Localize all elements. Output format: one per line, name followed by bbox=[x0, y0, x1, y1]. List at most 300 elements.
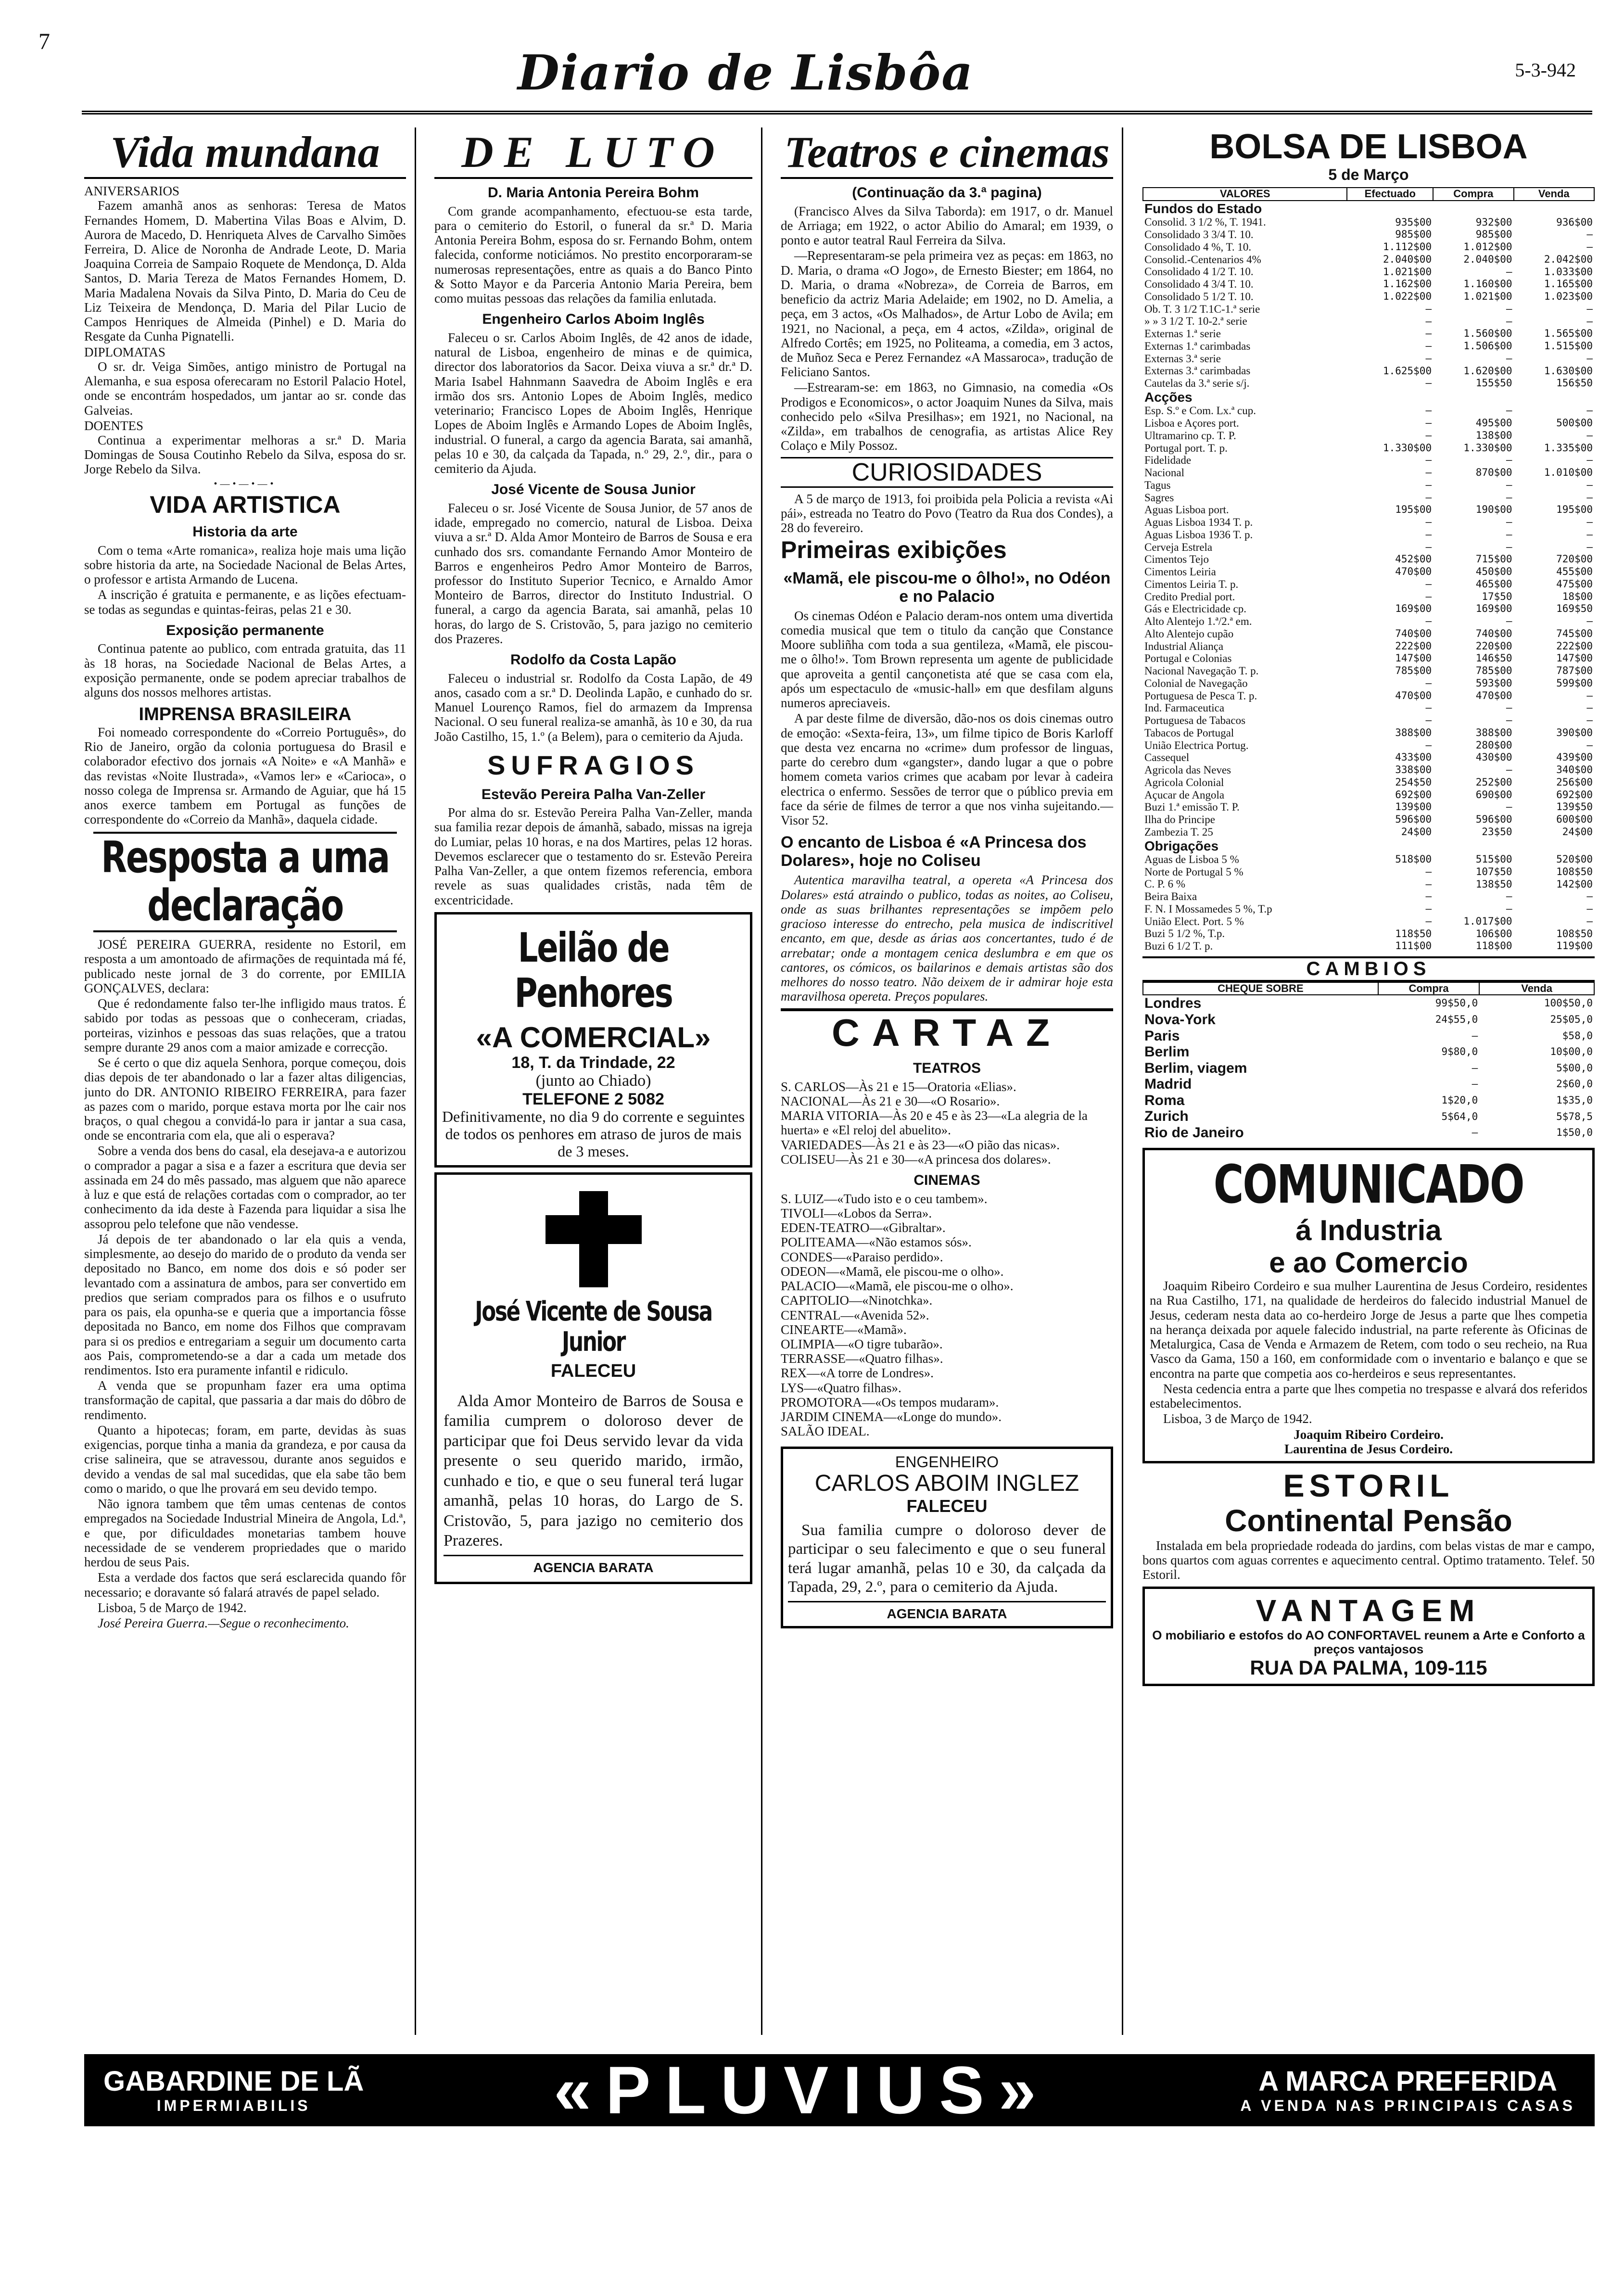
table-cell: — bbox=[1586, 491, 1593, 503]
table-row bbox=[1143, 553, 1594, 566]
subhead: ANIVERSARIOS bbox=[84, 184, 180, 199]
paragraph: Foi nomeado correspondente do «Correio Português», do Rio de Janeiro, orgão da colonia portuguesa do Brasil e colaborador efectivo dos jornais «A Noite» e «A Manhã» e das revistas «Noite Ilustrada», «Vamos ler» e «Carioca», o nosso colega de Imprensa sr. Armando de Aguiar, que há 15 anos exerce tambem em Portugal as funções de correspondente do «Correio da Manhã», daquela cidade. bbox=[84, 724, 406, 827]
table-row bbox=[1143, 603, 1594, 615]
table-cell: Portugal port. T. p. bbox=[1144, 442, 1228, 454]
listing-item: POLITEAMA—«Não estamos sós». bbox=[781, 1235, 972, 1250]
table-cell: 740$00 bbox=[1395, 627, 1432, 639]
table-row bbox=[1143, 454, 1594, 467]
table-cell: 118$00 bbox=[1475, 940, 1512, 952]
paragraph: —Estrearam-se: em 1863, no Gimnasio, na comedia «Os Prodigos e Economicos», o actor Joaquim Nunes da Silva, mais conhecido pelo «Silva Presilhas»; em 1921, no Nacional, na «Zilda», em trabalhos de cenografia, as artistas Alice Rey Colaço e Mily Possoz. bbox=[781, 380, 1113, 453]
table-cell: Consolid.-Centenarios 4% bbox=[1144, 253, 1261, 266]
table-row bbox=[1143, 1060, 1594, 1077]
table-cell: — bbox=[1425, 578, 1432, 590]
ad-text: O mobiliario e estofos do AO CONFORTAVEL reunem a Arte e Conforto a preços vantajosos bbox=[1152, 1628, 1585, 1657]
table-cell: — bbox=[1425, 677, 1432, 689]
table-row bbox=[1143, 940, 1594, 952]
cross-icon bbox=[579, 1191, 608, 1287]
table-cell: — bbox=[1586, 516, 1593, 528]
section-row bbox=[1143, 390, 1594, 405]
table-row bbox=[1143, 467, 1594, 479]
table-cell: 17$50 bbox=[1482, 590, 1512, 602]
divider bbox=[444, 1555, 743, 1556]
table-cell: — bbox=[1425, 417, 1432, 429]
table-cell: Alto Alentejo 1.ª/2.ª em. bbox=[1144, 615, 1252, 628]
table-cell: Nova-York bbox=[1144, 1011, 1216, 1028]
subhead: D. Maria Antonia Pereira Bohm bbox=[488, 185, 699, 201]
paragraph: Por alma do sr. Estevão Pereira Palha Van-Zeller, manda sua familia rezar depois de ámanhã, sabado, missas na igreja do Lumiar, pelas 10 horas, e na dos Martires, pelas 12 horas. Devemos esclarecer que o testamento do sr. Estevão Pereira Palha Van-Zeller, a que ontem fizemos referencia, embora revele as suas qualidades cristãs, nada têm de excentricidade. bbox=[434, 805, 752, 907]
table-cell: 388$00 bbox=[1475, 726, 1512, 738]
table-cell: — bbox=[1506, 903, 1512, 915]
table-cell: Agricola das Neves bbox=[1144, 764, 1231, 776]
table-cell: 220$00 bbox=[1475, 640, 1512, 652]
ad-phone: TELEFONE 2 5082 bbox=[522, 1090, 664, 1109]
banner-right-title: A MARCA PREFERIDA bbox=[1258, 2065, 1558, 2097]
table-cell: 470$00 bbox=[1475, 689, 1512, 701]
table-cell: — bbox=[1506, 315, 1512, 327]
table-cell: Consolidado 5 1/2 T. 10. bbox=[1144, 290, 1254, 303]
table-cell: — bbox=[1506, 352, 1512, 364]
listing-item: CAPITOLIO—«Ninotchka». bbox=[781, 1293, 933, 1308]
section-row bbox=[1143, 838, 1594, 853]
paragraph: Sobre a venda dos bens do casal, ela desejava-a e autorizou o comprador a pagar a sisa e a fazer a escritura que devia ser assinada em 24 do mês passado, mas alguem que não aparece à luz e que está de relações cortadas com o comprador, ao ter conhecimento da ida deste à Fazenda para liquidar a sisa lhe assoprou pelo telefone que não vendesse. bbox=[84, 1143, 406, 1231]
table-cell: Gás e Electricidade cp. bbox=[1144, 603, 1246, 615]
table-row bbox=[1143, 241, 1594, 254]
table-section-header: Acções bbox=[1144, 389, 1193, 405]
ad-title: ESTORIL bbox=[1283, 1468, 1454, 1504]
table-cell: 596$00 bbox=[1475, 813, 1512, 826]
table-cell: 1.330$00 bbox=[1463, 442, 1512, 454]
table-cell: 1.021$00 bbox=[1383, 266, 1432, 278]
stock-table bbox=[1142, 187, 1595, 952]
table-cell: — bbox=[1425, 340, 1432, 352]
table-cell: Consolidado 4 3/4 T. 10. bbox=[1144, 278, 1254, 291]
table-row bbox=[1143, 727, 1594, 739]
table-cell: 155$50 bbox=[1475, 377, 1512, 389]
table-cell: 24$00 bbox=[1562, 826, 1593, 838]
column-header: Compra bbox=[1433, 188, 1513, 201]
ad-leilao bbox=[434, 912, 752, 1168]
issue-date: 5-3-942 bbox=[1515, 59, 1576, 81]
table-cell: Buzi 5 1/2 %, T.p. bbox=[1144, 927, 1225, 940]
table-row bbox=[1143, 291, 1594, 303]
table-cell: Cassequel bbox=[1144, 751, 1190, 764]
table-cell: Externas 1.ª serie bbox=[1144, 328, 1221, 340]
column-header: Venda bbox=[1514, 188, 1594, 201]
table-cell: 138$00 bbox=[1475, 429, 1512, 441]
listing-item: VARIEDADES—Às 21 e às 23—«O pião das nicas». bbox=[781, 1137, 1060, 1152]
table-cell: 111$00 bbox=[1395, 940, 1432, 952]
table-cell: Consolidado 4 1/2 T. 10. bbox=[1144, 266, 1254, 278]
listing-item: REX—«A torre de Londres». bbox=[781, 1366, 934, 1381]
table-cell: Externas 3.ª carimbadas bbox=[1144, 365, 1251, 377]
table-row bbox=[1143, 853, 1594, 866]
table-row bbox=[1143, 751, 1594, 764]
ad-subtitle: á Industria bbox=[1295, 1214, 1442, 1246]
table-cell: Portugal e Colonias bbox=[1144, 652, 1232, 665]
table-cell: — bbox=[1425, 915, 1432, 927]
table-row bbox=[1143, 628, 1594, 640]
column-teatros bbox=[772, 127, 1123, 2035]
ad-subtitle: Continental Pensão bbox=[1225, 1503, 1512, 1538]
table-cell: — bbox=[1506, 516, 1512, 528]
table-cell: 5$78,5 bbox=[1556, 1110, 1593, 1122]
table-cell: 600$00 bbox=[1556, 813, 1593, 826]
paragraph: Joaquim Ribeiro Cordeiro e sua mulher Laurentina de Jesus Cordeiro, residentes na Rua Castilho, 171, na qualidade de herdeiros do falecido industrial Manuel de Jesus, cederam nesta data ao co-herdeiro Jorge de Jesus a parte que lhes competia na herança deixada por aquele falecido industrial, na parte referente às Oficinas de Metalurgica, Casa de Venda e Armazem de Retem, com todo o seu recheio, na Rua Vasco da Gama, 150 a 160, em conformidade com o inventario e balanço e que se encontra na parte que competia aos co-herdeiros e seus representantes. bbox=[1150, 1279, 1587, 1381]
table-row bbox=[1143, 702, 1594, 714]
table-cell: — bbox=[1472, 1078, 1478, 1090]
listing-item: S. LUIZ—«Tudo isto e o ceu tambem». bbox=[781, 1191, 988, 1206]
table-cell: — bbox=[1506, 615, 1512, 627]
ad-text: Definitivamente, no dia 9 do corrente e seguintes de todos os penhores em atraso de juros de mais de 3 meses. bbox=[442, 1108, 745, 1160]
table-cell: 433$00 bbox=[1395, 751, 1432, 763]
table-row bbox=[1143, 578, 1594, 591]
obituary-name: CARLOS ABOIM INGLEZ bbox=[814, 1471, 1079, 1497]
table-cell: 147$00 bbox=[1395, 652, 1432, 664]
table-row bbox=[1143, 377, 1594, 390]
table-row bbox=[1143, 340, 1594, 353]
table-cell: Sagres bbox=[1144, 491, 1174, 504]
table-row bbox=[1143, 690, 1594, 702]
table-cell: Ind. Farmaceutica bbox=[1144, 702, 1225, 714]
table-cell: 1.033$00 bbox=[1544, 266, 1593, 278]
banner-left-sub: IMPERMIABILIS bbox=[156, 2096, 311, 2114]
ad-title: Leilão de Penhores bbox=[514, 924, 672, 1016]
divider bbox=[788, 1601, 1106, 1602]
table-cell: 195$00 bbox=[1556, 504, 1593, 516]
table-cell: — bbox=[1586, 352, 1593, 364]
table-cell: — bbox=[1586, 528, 1593, 540]
section-title: IMPRENSA BRASILEIRA bbox=[139, 704, 352, 725]
table-cell: 1.012$00 bbox=[1463, 241, 1512, 253]
listing-item: OLIMPIA—«O tigre tubarão». bbox=[781, 1337, 943, 1352]
table-cell: 1.160$00 bbox=[1463, 278, 1512, 290]
table-cell: 25$05,0 bbox=[1550, 1013, 1593, 1025]
table-cell: — bbox=[1425, 516, 1432, 528]
paragraph: Esta a verdade dos factos que será esclarecida quando fôr necessario; e doravante só falará através de papel selado. bbox=[84, 1570, 406, 1600]
obituary-text: Alda Amor Monteiro de Barros de Sousa e familia cumprem o doloroso dever de participar que foi Deus servido levar da vida presente o seu querido marido, irmão, cunhado e tio, e que o seu funeral terá lugar amanhã, pelas 10 horas, do Largo de S. Cristovão, 5, para jazigo no cemiterio dos Prazeres. bbox=[444, 1392, 743, 1550]
section-title: CURIOSIDADES bbox=[781, 457, 1113, 488]
paragraph: A venda que se propunham fazer era uma optima transformação de capital, que passaria a dar mais do dôbro de rendimento. bbox=[84, 1378, 406, 1422]
paragraph: Faleceu o sr. Carlos Aboim Inglês, de 42 anos de idade, natural de Lisboa, engenheiro de minas e de quimica, director dos laboratorios da Sacor. Deixa viuva a sr.ª dr.ª D. Maria Isabel Hahnmann Saavedra de Aboim Inglês e era irmão dos srs. Antonio Lopes de Aboim Inglês, medico veterinario; Francisco Lopes de Aboim Inglês, Henrique Lopes de Aboim Inglês e Armando Lopes de Aboim Inglês, industrial. O funeral, a cargo da agencia Barata, sai amanhã, pelas 10 e 30, da calçada da Tapada, n.º 29, 2.º, dir., para o cemiterio da Ajuda. bbox=[434, 330, 752, 476]
table-cell: Tabacos de Portugal bbox=[1144, 726, 1234, 739]
table-section-header: Obrigações bbox=[1144, 838, 1219, 853]
section-title: DE LUTO bbox=[434, 127, 752, 179]
table-cell: 1.021$00 bbox=[1463, 291, 1512, 303]
table-cell: — bbox=[1425, 739, 1432, 751]
table-cell: Buzi 6 1/2 T. p. bbox=[1144, 940, 1213, 952]
table-row bbox=[1143, 1044, 1594, 1060]
table-cell: Credito Predial port. bbox=[1144, 590, 1235, 603]
subhead: O encanto de Lisboa é «A Princesa dos Dolares», hoje no Coliseu bbox=[781, 833, 1087, 870]
table-cell: 596$00 bbox=[1395, 813, 1432, 826]
table-cell: — bbox=[1425, 429, 1432, 441]
table-cell: 2.040$00 bbox=[1463, 253, 1512, 265]
table-cell: 139$00 bbox=[1395, 801, 1432, 813]
table-cell: — bbox=[1425, 405, 1432, 417]
table-cell: 715$00 bbox=[1475, 553, 1512, 565]
subhead: DOENTES bbox=[84, 418, 143, 433]
section-title: BOLSA DE LISBOA bbox=[1209, 127, 1528, 166]
table-cell: — bbox=[1425, 328, 1432, 340]
table-cell: Norte de Portugal 5 % bbox=[1144, 865, 1243, 878]
signature: Joaquim Ribeiro Cordeiro. bbox=[1294, 1427, 1444, 1442]
listing-item: PALACIO—«Mamã, ele piscou-me o olho». bbox=[781, 1279, 1014, 1294]
subhead: José Vicente de Sousa Junior bbox=[491, 482, 696, 498]
table-row bbox=[1143, 1076, 1594, 1092]
table-cell: Alto Alentejo cupão bbox=[1144, 627, 1234, 640]
table-row bbox=[1143, 665, 1594, 677]
table-cell: 515$00 bbox=[1475, 853, 1512, 865]
table-cell: 1.515$00 bbox=[1544, 340, 1593, 352]
listing-item: CENTRAL—«Avenida 52». bbox=[781, 1308, 929, 1322]
table-cell: Consolidado 3 3/4 T. 10. bbox=[1144, 229, 1254, 241]
table-cell: — bbox=[1425, 303, 1432, 315]
table-cell: 142$00 bbox=[1556, 878, 1593, 890]
table-cell: Cerveja Estrela bbox=[1144, 541, 1213, 553]
table-cell: — bbox=[1506, 479, 1512, 491]
table-cell: 1.560$00 bbox=[1463, 328, 1512, 340]
table-cell: — bbox=[1506, 702, 1512, 714]
table-cell: — bbox=[1586, 714, 1593, 726]
table-cell: 985$00 bbox=[1395, 229, 1432, 241]
table-cell: — bbox=[1586, 303, 1593, 315]
section-title: Primeiras exibições bbox=[781, 536, 1007, 563]
continuation-note: (Continuação da 3.ª pagina) bbox=[852, 185, 1042, 201]
table-row bbox=[1143, 890, 1594, 903]
listing-item: EDEN-TEATRO—«Gibraltar». bbox=[781, 1220, 946, 1235]
table-cell: 119$00 bbox=[1556, 940, 1593, 952]
table-row bbox=[1143, 927, 1594, 940]
paragraph: Não ignora tambem que têm umas centenas de contos empregados na Sociedade Industrial Mineira de Angola, Ld.ª, e que, por dificuldades monetarias tambem houve necessidade de se venderem propriedades que o marido herdou de seus Pais. bbox=[84, 1497, 406, 1570]
table-cell: 599$00 bbox=[1556, 677, 1593, 689]
table-cell: 1.023$00 bbox=[1544, 291, 1593, 303]
table-cell: — bbox=[1425, 890, 1432, 902]
listing-item: CINEARTE—«Mamã». bbox=[781, 1322, 907, 1337]
table-cell: Industrial Aliança bbox=[1144, 640, 1224, 652]
table-cell: 146$50 bbox=[1475, 652, 1512, 664]
table-row bbox=[1143, 442, 1594, 455]
table-row bbox=[1143, 541, 1594, 554]
table-cell: 388$00 bbox=[1395, 726, 1432, 738]
column-header: Venda bbox=[1479, 982, 1594, 995]
table-cell: — bbox=[1425, 590, 1432, 602]
listing-item: MARIA VITORIA—Às 20 e 45 e às 23—«La alegria de la huerta» e «El reloj del abuelito». bbox=[781, 1108, 1088, 1138]
table-row bbox=[1143, 266, 1594, 278]
table-cell: Cautelas da 3.ª serie s/j. bbox=[1144, 377, 1250, 390]
table-cell: 18$00 bbox=[1562, 590, 1593, 602]
subhead: TEATROS bbox=[913, 1060, 981, 1077]
paragraph: Autentica maravilha teatral, a opereta «A Princesa dos Dolares» está atraindo o publico, todas as noites, ao Coliseu, onde as suas brilhantes representações se impõem pelo gracioso interesse do entrecho, pela musica de indiscritivel encanto, em que, desde as árias aos concertantes, tudo é de arrebatar; onde a montagem cenica deslumbra e em que os cantores, os cómicos, os bailarinos e demais artistas são dos melhores do nosso teatro. Não deixem de ir admirar hoje esta maravilhosa opereta. Preços populares. bbox=[781, 873, 1113, 1004]
table-row bbox=[1143, 504, 1594, 516]
table-row bbox=[1143, 1125, 1594, 1141]
table-cell: 2.040$00 bbox=[1383, 253, 1432, 265]
table-cell: — bbox=[1586, 241, 1593, 253]
table-row bbox=[1143, 229, 1594, 241]
table-cell: — bbox=[1425, 352, 1432, 364]
table-cell: 5$00,0 bbox=[1556, 1062, 1593, 1074]
paragraph: Faleceu o industrial sr. Rodolfo da Costa Lapão, de 49 anos, casado com a sr.ª D. Deolinda Lapão, e cunhado do sr. Manuel Lourenço Ramos, fiel do armazem da Imprensa Nacional. O seu funeral realiza-se amanhã, às 10 e 30, da rua João Castilho, 15, 1.º (a Belem), para o cemiterio da Ajuda. bbox=[434, 671, 752, 744]
section-row bbox=[1143, 201, 1594, 216]
table-row bbox=[1143, 430, 1594, 442]
table-row bbox=[1143, 315, 1594, 328]
table-cell: 785$00 bbox=[1475, 665, 1512, 677]
paragraph: Lisboa, 5 de Março de 1942. bbox=[98, 1600, 247, 1615]
table-cell: — bbox=[1425, 528, 1432, 540]
table-row bbox=[1143, 365, 1594, 377]
table-cell: 450$00 bbox=[1475, 566, 1512, 578]
table-cell: 108$50 bbox=[1556, 927, 1593, 940]
table-cell: 1.330$00 bbox=[1383, 442, 1432, 454]
table-row bbox=[1143, 216, 1594, 229]
paragraph: Lisboa, 3 de Março de 1942. bbox=[1163, 1411, 1312, 1426]
column-header: VALORES bbox=[1143, 188, 1347, 201]
listing-item: CONDES—«Paraiso perdido». bbox=[781, 1249, 943, 1264]
table-cell: — bbox=[1506, 266, 1512, 278]
table-cell: — bbox=[1586, 454, 1593, 466]
table-row bbox=[1143, 529, 1594, 541]
table-row bbox=[1143, 278, 1594, 291]
paragraph: Que é redondamente falso ter-lhe infligido maus tratos. É sabido por todas as pessoas que o conheceram, criadas, porteiras, vizinhos e pessoas das suas relações, que a tratou sempre durante 29 anos com a maior amizade e correcção. bbox=[84, 996, 406, 1054]
table-row bbox=[1143, 1012, 1594, 1028]
masthead-rule bbox=[82, 111, 1592, 114]
table-cell: — bbox=[1506, 801, 1512, 813]
table-cell: F. N. I Mossamedes 5 %, T.p bbox=[1144, 902, 1272, 915]
table-cell: Aguas de Lisboa 5 % bbox=[1144, 853, 1239, 865]
listing-item: TIVOLI—«Lobos da Serra». bbox=[781, 1206, 932, 1220]
table-cell: Cimentos Leiria bbox=[1144, 566, 1216, 578]
table-cell: 138$50 bbox=[1475, 878, 1512, 890]
table-cell: 1.620$00 bbox=[1463, 365, 1512, 377]
paragraph: Faleceu o sr. José Vicente de Sousa Junior, de 57 anos de idade, empregado no comercio, natural de Lisboa. Deixa viuva a sr.ª D. Alda Amor Monteiro de Barros de Sousa e era cunhado dos srs. comandante Fernando Amor Monteiro de Barros e engenheiros Pedro Amor Monteiro de Barros, professor do Instituto Superior Tecnico, e Arnaldo Amor Monteiro de Barros, director do Instituto Industrial. O funeral, a cargo da agencia Barata, sai amanhã, pelas 10 horas, do largo de S. Cristovão, 5, para jazigo no cemiterio dos Prazeres. bbox=[434, 500, 752, 646]
table-cell: — bbox=[1586, 915, 1593, 927]
table-row bbox=[1143, 328, 1594, 340]
table-cell: 740$00 bbox=[1475, 627, 1512, 639]
table-cell: — bbox=[1506, 541, 1512, 553]
table-row bbox=[1143, 1092, 1594, 1109]
table-cell: — bbox=[1425, 315, 1432, 327]
table-cell: 252$00 bbox=[1475, 776, 1512, 788]
paragraph: A 5 de março de 1913, foi proibida pela Policia a revista «Ai pái», estreada no Teatro do Povo (Teatro da Rua dos Condes), a 28 do fevereiro. bbox=[781, 491, 1113, 535]
section-title: CAMBIOS bbox=[1142, 956, 1595, 982]
table-section-header: Fundos do Estado bbox=[1144, 201, 1262, 216]
paragraph: Fazem amanhã anos as senhoras: Teresa de Matos Fernandes Homem, D. Mabertina Vilas Boas e Alvim, D. Aurora de Macedo, D. Henriqueta Alves de Carvalho Simões Ferreira, D. Alice de Noronha de Andrade Leote, D. Maria Joaquina Correia de Sampaio Roquete de Mendonça, D. Alda Santos, D. Maria Tereza de Matos Fernandes Homem, D. Maria Madalena Novais da Silva Pinto, D. Maria do Ceu de Liz Teixeira de Mendonça, D. Maria del Pilar Lucio de Campos Henriques de Almeida (Pinhel) e D. Maria do Resgate da Cunha Pignatelli. bbox=[84, 198, 406, 344]
table-cell: 1.162$00 bbox=[1383, 278, 1432, 290]
ad-subtitle: e ao Comercio bbox=[1269, 1246, 1468, 1279]
listing-item: COLISEU—Às 21 e 30—«A princesa dos dolares». bbox=[781, 1152, 1051, 1167]
table-cell: Esp. S.º e Com. Lx.ª cup. bbox=[1144, 405, 1256, 417]
table-cell: Consolid. 3 1/2 %, T. 1941. bbox=[1144, 216, 1266, 229]
table-cell: 190$00 bbox=[1475, 504, 1512, 516]
table-cell: Buzi 1.ª emissão T. P. bbox=[1144, 801, 1240, 813]
table-cell: Aguas Lisboa port. bbox=[1144, 504, 1229, 516]
table-cell: — bbox=[1506, 528, 1512, 540]
table-cell: 2.042$00 bbox=[1544, 253, 1593, 265]
table-cell: » » 3 1/2 T. 10-2.ª serie bbox=[1144, 315, 1247, 328]
table-cell: 1.165$00 bbox=[1544, 278, 1593, 290]
table-cell: — bbox=[1586, 541, 1593, 553]
table-row bbox=[1143, 417, 1594, 430]
table-cell: 465$00 bbox=[1475, 578, 1512, 590]
obituary-box bbox=[781, 1447, 1113, 1629]
table-cell: 338$00 bbox=[1395, 764, 1432, 776]
listing-item: S. CARLOS—Às 21 e 15—Oratoria «Elias». bbox=[781, 1079, 1016, 1094]
table-row bbox=[1143, 789, 1594, 801]
table-cell: 24$00 bbox=[1401, 826, 1432, 838]
table-cell: 690$00 bbox=[1475, 788, 1512, 800]
table-row bbox=[1143, 764, 1594, 776]
table-cell: 24$55,0 bbox=[1435, 1013, 1478, 1025]
table-cell: — bbox=[1586, 890, 1593, 902]
table-cell: 195$00 bbox=[1395, 504, 1432, 516]
table-cell: — bbox=[1425, 491, 1432, 503]
table-cell: — bbox=[1506, 454, 1512, 466]
table-cell: Londres bbox=[1144, 995, 1202, 1012]
listing-item: ODEON—«Mamã, ele piscou-me o olho». bbox=[781, 1264, 1004, 1279]
table-cell: 222$00 bbox=[1395, 640, 1432, 652]
ad-vantagem bbox=[1142, 1587, 1595, 1686]
paragraph: Já depois de ter abandonado o lar ela quis a venda, simplesmente, ao desejo do marido de o produto da venda ser depositado no Banco, em nome dos dois e só poder ser levantado com a assinatura de ambos, para ser convertido em predios que seriam comprados para os filhos e o usufruto para os pais, ela opunha-se e queria que a importancia fôsse depositada no Banco, em nome dos Filhos que compravam para si os predios e entregariam a seguir um documento carta aos Pais, comprometendo-se a dar a cada um metade dos rendimentos. Isto era puramente infantil e ridiculo. bbox=[84, 1232, 406, 1377]
table-cell: — bbox=[1425, 714, 1432, 726]
table-cell: Ilha do Principe bbox=[1144, 813, 1215, 826]
table-cell: 100$50,0 bbox=[1544, 997, 1593, 1009]
table-cell: 169$50 bbox=[1556, 603, 1593, 615]
table-cell: 1$35,0 bbox=[1556, 1094, 1593, 1106]
table-cell: — bbox=[1425, 615, 1432, 627]
table-cell: 106$00 bbox=[1475, 927, 1512, 940]
table-cell: Portuguesa de Pesca T. p. bbox=[1144, 689, 1257, 702]
table-row bbox=[1143, 1108, 1594, 1125]
table-cell: 256$00 bbox=[1556, 776, 1593, 788]
table-cell: 1.112$00 bbox=[1383, 241, 1432, 253]
table-cell: 139$50 bbox=[1556, 801, 1593, 813]
table-cell: — bbox=[1425, 454, 1432, 466]
table-row bbox=[1143, 353, 1594, 365]
table-cell: — bbox=[1586, 405, 1593, 417]
table-row bbox=[1143, 677, 1594, 690]
paragraph: A par deste filme de diversão, dão-nos os dois cinemas outro de emoção: «Sexta-feira, 13», um filme tipico de Boris Karloff que desta vez encarna no «crime» dum professor de linguas, parte do cerebro dum «gangster», dando lugar a que o pobre homem cometa varios crimes que acabam por levar à cadeira electrica o enfermo. Sessões de terror que o público previa em face da série de filmes de terror a que nos vinha sujeitando.—Visor 52. bbox=[781, 711, 1113, 827]
table-cell: $58,0 bbox=[1562, 1029, 1593, 1041]
table-cell: Colonial de Navegação bbox=[1144, 677, 1248, 689]
table-cell: 169$00 bbox=[1475, 603, 1512, 615]
paragraph: Com o tema «Arte romanica», realiza hoje mais uma lição sobre historia da arte, na Sociedade Nacional de Belas Artes, o professor e artista Armando de Lucena. bbox=[84, 543, 406, 587]
obituary-label: FALECEU bbox=[550, 1361, 636, 1382]
table-cell: — bbox=[1425, 865, 1432, 877]
table-cell: Portuguesa de Tabacos bbox=[1144, 714, 1246, 727]
table-row bbox=[1143, 776, 1594, 789]
table-row bbox=[1143, 714, 1594, 727]
table-row bbox=[1143, 739, 1594, 752]
table-cell: 439$00 bbox=[1556, 751, 1593, 763]
table-cell: Cimentos Leiria T. p. bbox=[1144, 578, 1239, 590]
table-row bbox=[1143, 479, 1594, 492]
subhead: «Mamã, ele piscou-me o ôlho!», no Odéon e no Palacio bbox=[783, 569, 1111, 606]
cinema-list bbox=[781, 1192, 1113, 1439]
ad-address: RUA DA PALMA, 109-115 bbox=[1250, 1656, 1487, 1679]
table-cell: Zurich bbox=[1144, 1108, 1189, 1125]
banner-brand: «PLUVIUS» bbox=[554, 2052, 1051, 2128]
table-cell: — bbox=[1586, 903, 1593, 915]
table-cell: 2$60,0 bbox=[1556, 1078, 1593, 1090]
table-cell: 147$00 bbox=[1556, 652, 1593, 664]
table-cell: 280$00 bbox=[1475, 739, 1512, 751]
obituary-name: José Vicente de Sousa Junior bbox=[475, 1295, 712, 1358]
table-cell: Aguas Lisboa 1934 T. p. bbox=[1144, 516, 1253, 529]
table-cell: Berlim bbox=[1144, 1044, 1190, 1060]
table-cell: 593$00 bbox=[1475, 677, 1512, 689]
table-row bbox=[1143, 303, 1594, 316]
table-cell: 985$00 bbox=[1475, 229, 1512, 241]
listing-item: SALÃO IDEAL. bbox=[781, 1424, 870, 1439]
